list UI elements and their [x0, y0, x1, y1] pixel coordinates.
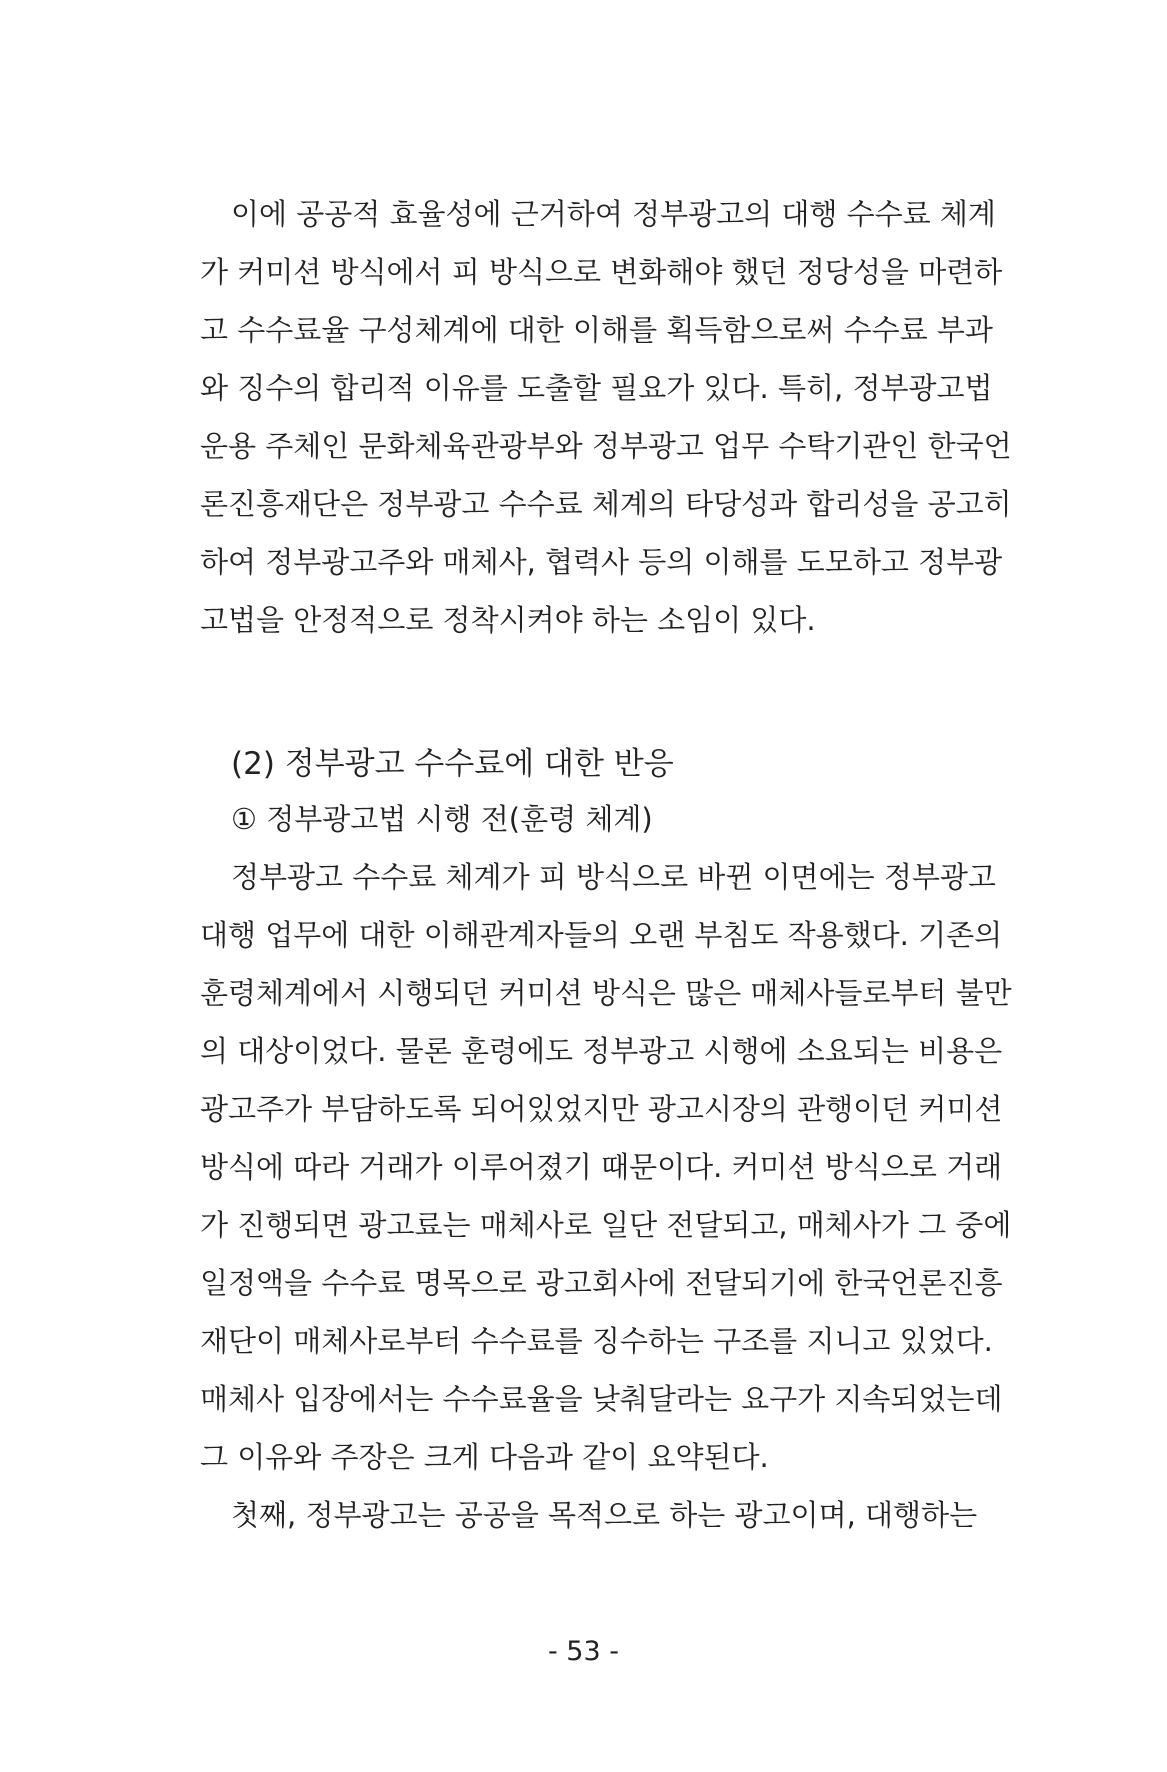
- paragraph-line: 일정액을 수수료 명목으로 광고회사에 전달되기에 한국언론진흥: [200, 1266, 1003, 1300]
- paragraph-line: 대행 업무에 대한 이해관계자들의 오랜 부침도 작용했다. 기존의: [200, 918, 1003, 952]
- paragraph-line: 론진흥재단은 정부광고 수수료 체계의 타당성과 합리성을 공고히: [200, 487, 1012, 521]
- paragraph-line: 그 이유와 주장은 크게 다음과 같이 요약된다.: [200, 1440, 769, 1474]
- subsection-heading: ① 정부광고법 시행 전(훈령 체계): [231, 802, 653, 836]
- paragraph-1: [200, 185, 1012, 649]
- paragraph-line: 의 대상이었다. 물론 훈령에도 정부광고 시행에 소요되는 비용은: [200, 1034, 1003, 1068]
- section-heading: (2) 정부광고 수수료에 대한 반응: [231, 746, 674, 782]
- paragraph-line: 방식에 따라 거래가 이루어졌기 때문이다. 커미션 방식으로 거래: [200, 1150, 1003, 1184]
- paragraph-line: 와 징수의 합리적 이유를 도출할 필요가 있다. 특히, 정부광고법: [200, 371, 993, 405]
- paragraph-line: 가 커미션 방식에서 피 방식으로 변화해야 했던 정당성을 마련하: [200, 255, 1003, 289]
- paragraph-line: 광고주가 부담하도록 되어있었지만 광고시장의 관행이던 커미션: [200, 1092, 1003, 1126]
- paragraph-line: 재단이 매체사로부터 수수료를 징수하는 구조를 지니고 있었다.: [200, 1324, 993, 1358]
- paragraph-line: 정부광고 수수료 체계가 피 방식으로 바뀐 이면에는 정부광고: [231, 860, 996, 894]
- paragraph-line: 운용 주체인 문화체육관광부와 정부광고 업무 수탁기관인 한국언: [200, 429, 1012, 463]
- paragraph-line: 매체사 입장에서는 수수료율을 낮춰달라는 요구가 지속되었는데: [200, 1382, 1003, 1416]
- paragraph-line: 이에 공공적 효율성에 근거하여 정부광고의 대행 수수료 체계: [231, 197, 996, 231]
- paragraph-line: 훈령체계에서 시행되던 커미션 방식은 많은 매체사들로부터 불만: [200, 976, 1012, 1010]
- paragraph-line: 고 수수료율 구성체계에 대한 이해를 획득함으로써 수수료 부과: [200, 313, 993, 347]
- paragraph-line: 하여 정부광고주와 매체사, 협력사 등의 이해를 도모하고 정부광: [200, 545, 1003, 579]
- paragraph-line: 고법을 안정적으로 정착시켜야 하는 소임이 있다.: [200, 603, 816, 637]
- paragraph-line: 첫째, 정부광고는 공공을 목적으로 하는 광고이며, 대행하는: [231, 1498, 978, 1532]
- paragraph-2: [200, 848, 1012, 1486]
- page-number: - 53 -: [547, 1636, 619, 1667]
- paragraph-line: 가 진행되면 광고료는 매체사로 일단 전달되고, 매체사가 그 중에: [200, 1208, 1012, 1242]
- paragraph-3: [200, 1486, 978, 1544]
